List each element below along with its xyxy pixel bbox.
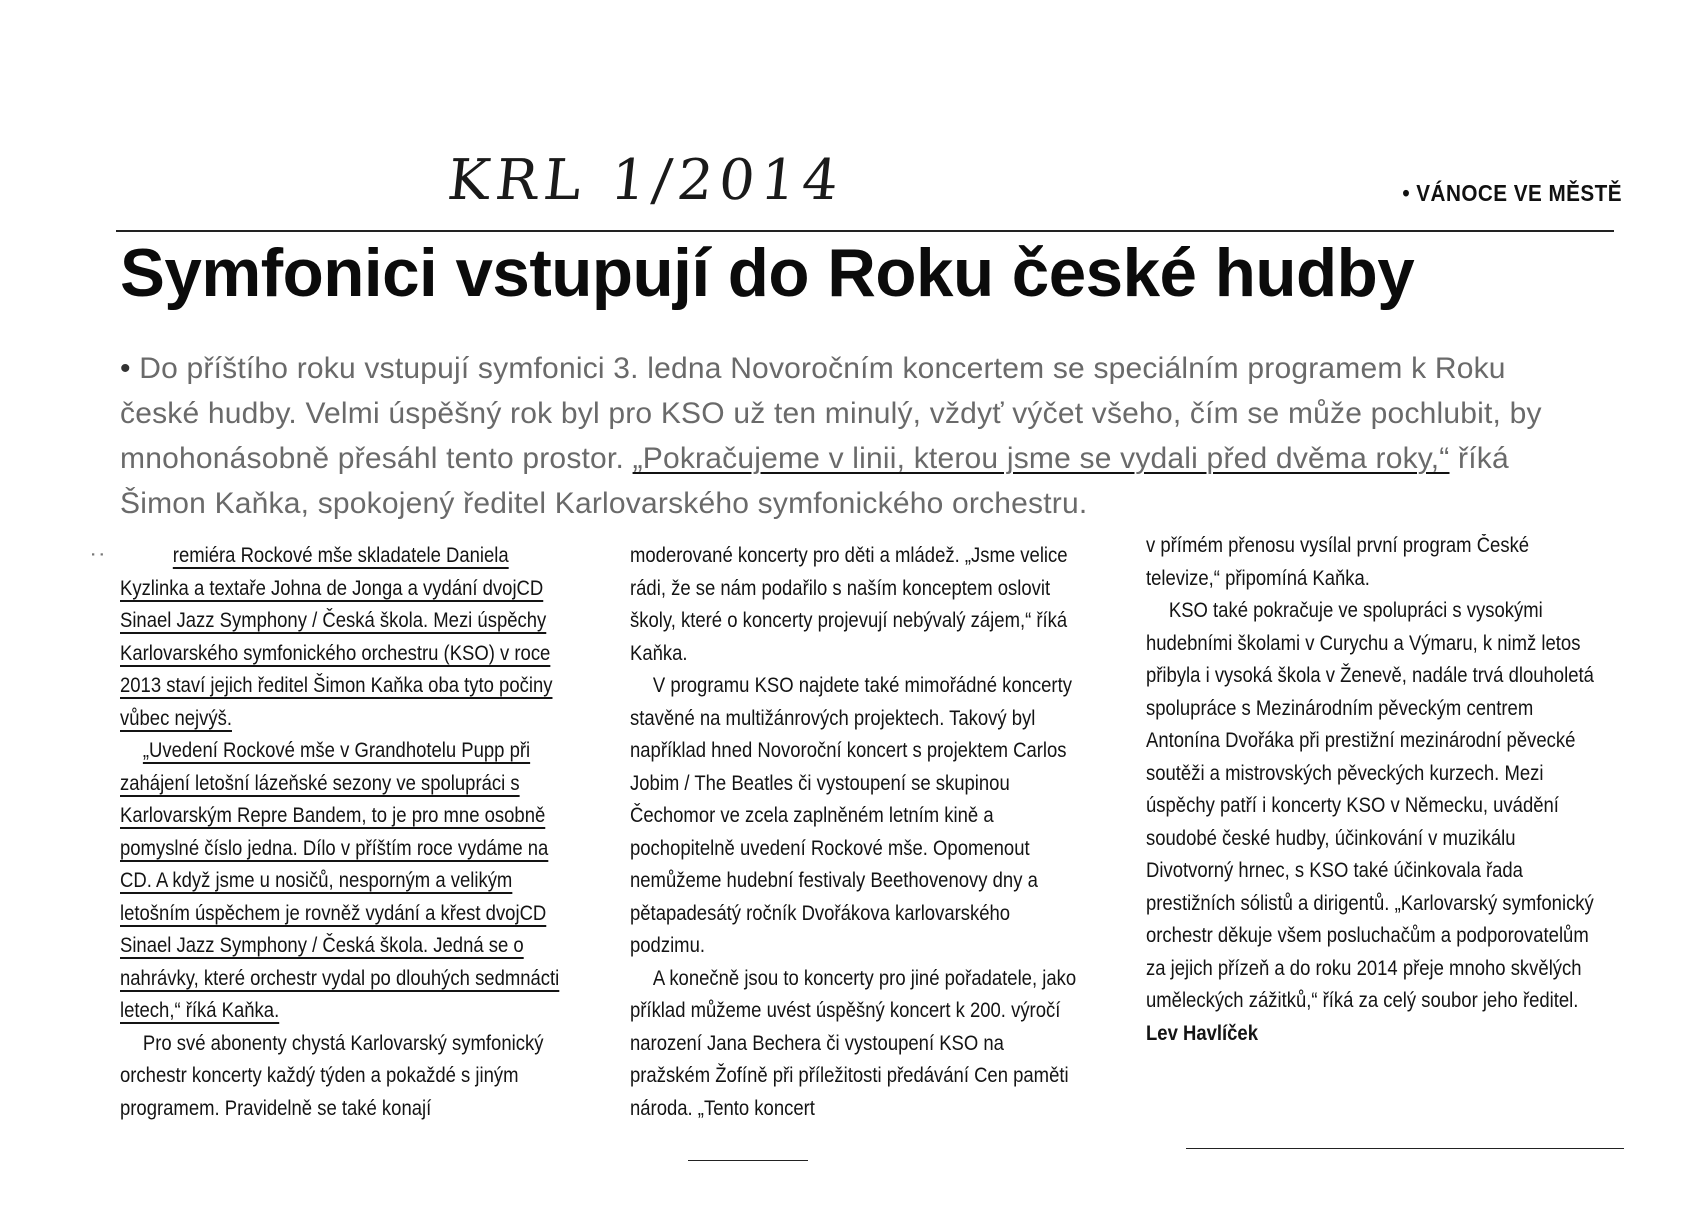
article-column-1 [120, 540, 565, 1125]
handwritten-note: KRL 1/2014 [444, 148, 848, 213]
col3-paragraph-2: KSO také pokračuje ve spolupráci s vysokými hudebními školami v Curychu a Výmaru, k nimž letos přibyla i vysoká škola v Ženevě, nadále trvá dlouholetá spolupráce s Mezinárodním pěveckým centrem Antonína Dvořáka při prestižní mezinárodní pěvecké soutěži a mistrovských pěveckých kurzech. Mezi úspěchy patří i koncerty KSO v Německu, uvádění soudobé české hudby, účinkování v muzikálu Divotvorný hrnec, s KSO také účinkovala řada prestižních sólistů a dirigentů. „Karlovarský symfonický orchestr děkuje všem posluchačům a podporovatelům za jejich přízeň a do roku 2014 přeje mnoho skvělých uměleckých zážitků,“ říká za celý soubor jeho ředitel. [1146, 599, 1594, 1012]
col2-paragraph-2: V programu KSO najdete také mimořádné koncerty stavěné na multižánrových projektech. Takový byl například hned Novoroční koncert s projektem Carlos Jobim / The Beatles či vystoupení se skupinou Čechomor ve zcela zaplněném letním kině a pochopitelně uvedení Rockové mše. Opomenout nemůžeme hudební festivaly Beethovenovy dny a pětapadesátý ročník Dvořákova karlovarského podzimu. [630, 674, 1072, 957]
col2-paragraph-1: moderované koncerty pro děti a mládež. „Jsme velice rádi, že se nám podařilo s naším konceptem oslovit školy, které o koncerty projevují nebývalý zájem,“ říká Kaňka. [630, 544, 1068, 665]
lead-quote: „Pokračujeme v linii, kterou jsme se vydali před dvěma roky,“ [632, 442, 1450, 475]
lead-text: Do příštího roku vstupují symfonici 3. ledna Novoročním koncertem se speciálním programem k Roku české hudby. Velmi úspěšný rok byl pro KSO už ten minulý, vždyť výčet všeho, čím se může pochlubit, by mnohonásobně přesáhl tento prostor. [120, 352, 1542, 475]
section-label: • VÁNOCE VE MĚSTĚ [1402, 180, 1622, 206]
lead-paragraph [120, 346, 1590, 526]
top-rule [116, 230, 1614, 232]
col3-paragraph-1: v přímém přenosu vysílal první program České televize,“ připomíná Kaňka. [1146, 534, 1530, 590]
col1-paragraph-1 [120, 540, 565, 735]
article-column-3 [1146, 530, 1597, 1050]
col1-paragraph-2 [120, 735, 565, 1028]
col1-p1-text: remiéra Rockové mše skladatele Daniela Kyzlinka a textaře Johna de Jonga a vydání dvojCD Sinael Jazz Symphony / Česká škola. Mezi úspěchy Karlovarského symfonického orchestru (KSO) v roce 2013 staví jejich ředitel Šimon Kaňka oba tyto počiny vůbec nejvýš. [120, 544, 553, 730]
bottom-rule-middle [688, 1160, 808, 1161]
bottom-rule-right [1186, 1148, 1624, 1149]
col1-p2-text: „Uvedení Rockové mše v Grandhotelu Pupp při zahájení letošní lázeňské sezony ve spolupráci s Karlovarským Repre Bandem, to je pro mne osobně pomyslné číslo jedna. Dílo v příštím roce vydáme na CD. A když jsme u nosičů, nesporným a velikým letošním úspěchem je rovněž vydání a křest dvojCD Sinael Jazz Symphony / Česká škola. Jedná se o nahrávky, které orchestr vydal po dlouhých sedmnácti letech,“ říká Kaňka. [120, 739, 560, 1022]
article-column-2 [630, 540, 1081, 1125]
scan-artifact: ˙˙ [90, 548, 108, 578]
article-author: Lev Havlíček [1146, 1021, 1258, 1045]
headline: Symfonici vstupují do Roku české hudby [120, 235, 1415, 311]
lead-text-after: říká Šimon Kaňka, spokojený ředitel Karlovarského symfonického orchestru. [120, 442, 1509, 520]
col1-paragraph-3: Pro své abonenty chystá Karlovarský symfonický orchestr koncerty každý týden a pokaždé s jiným programem. Pravidelně se také konají [120, 1031, 544, 1120]
col2-paragraph-3: A konečně jsou to koncerty pro jiné pořadatele, jako příklad můžeme uvést úspěšný koncert k 200. výročí narození Jana Bechera či vystoupení KSO na pražském Žofíně při příležitosti předávání Cen paměti národa. „Tento koncert [630, 966, 1077, 1120]
lead-bullet: • [120, 352, 131, 385]
